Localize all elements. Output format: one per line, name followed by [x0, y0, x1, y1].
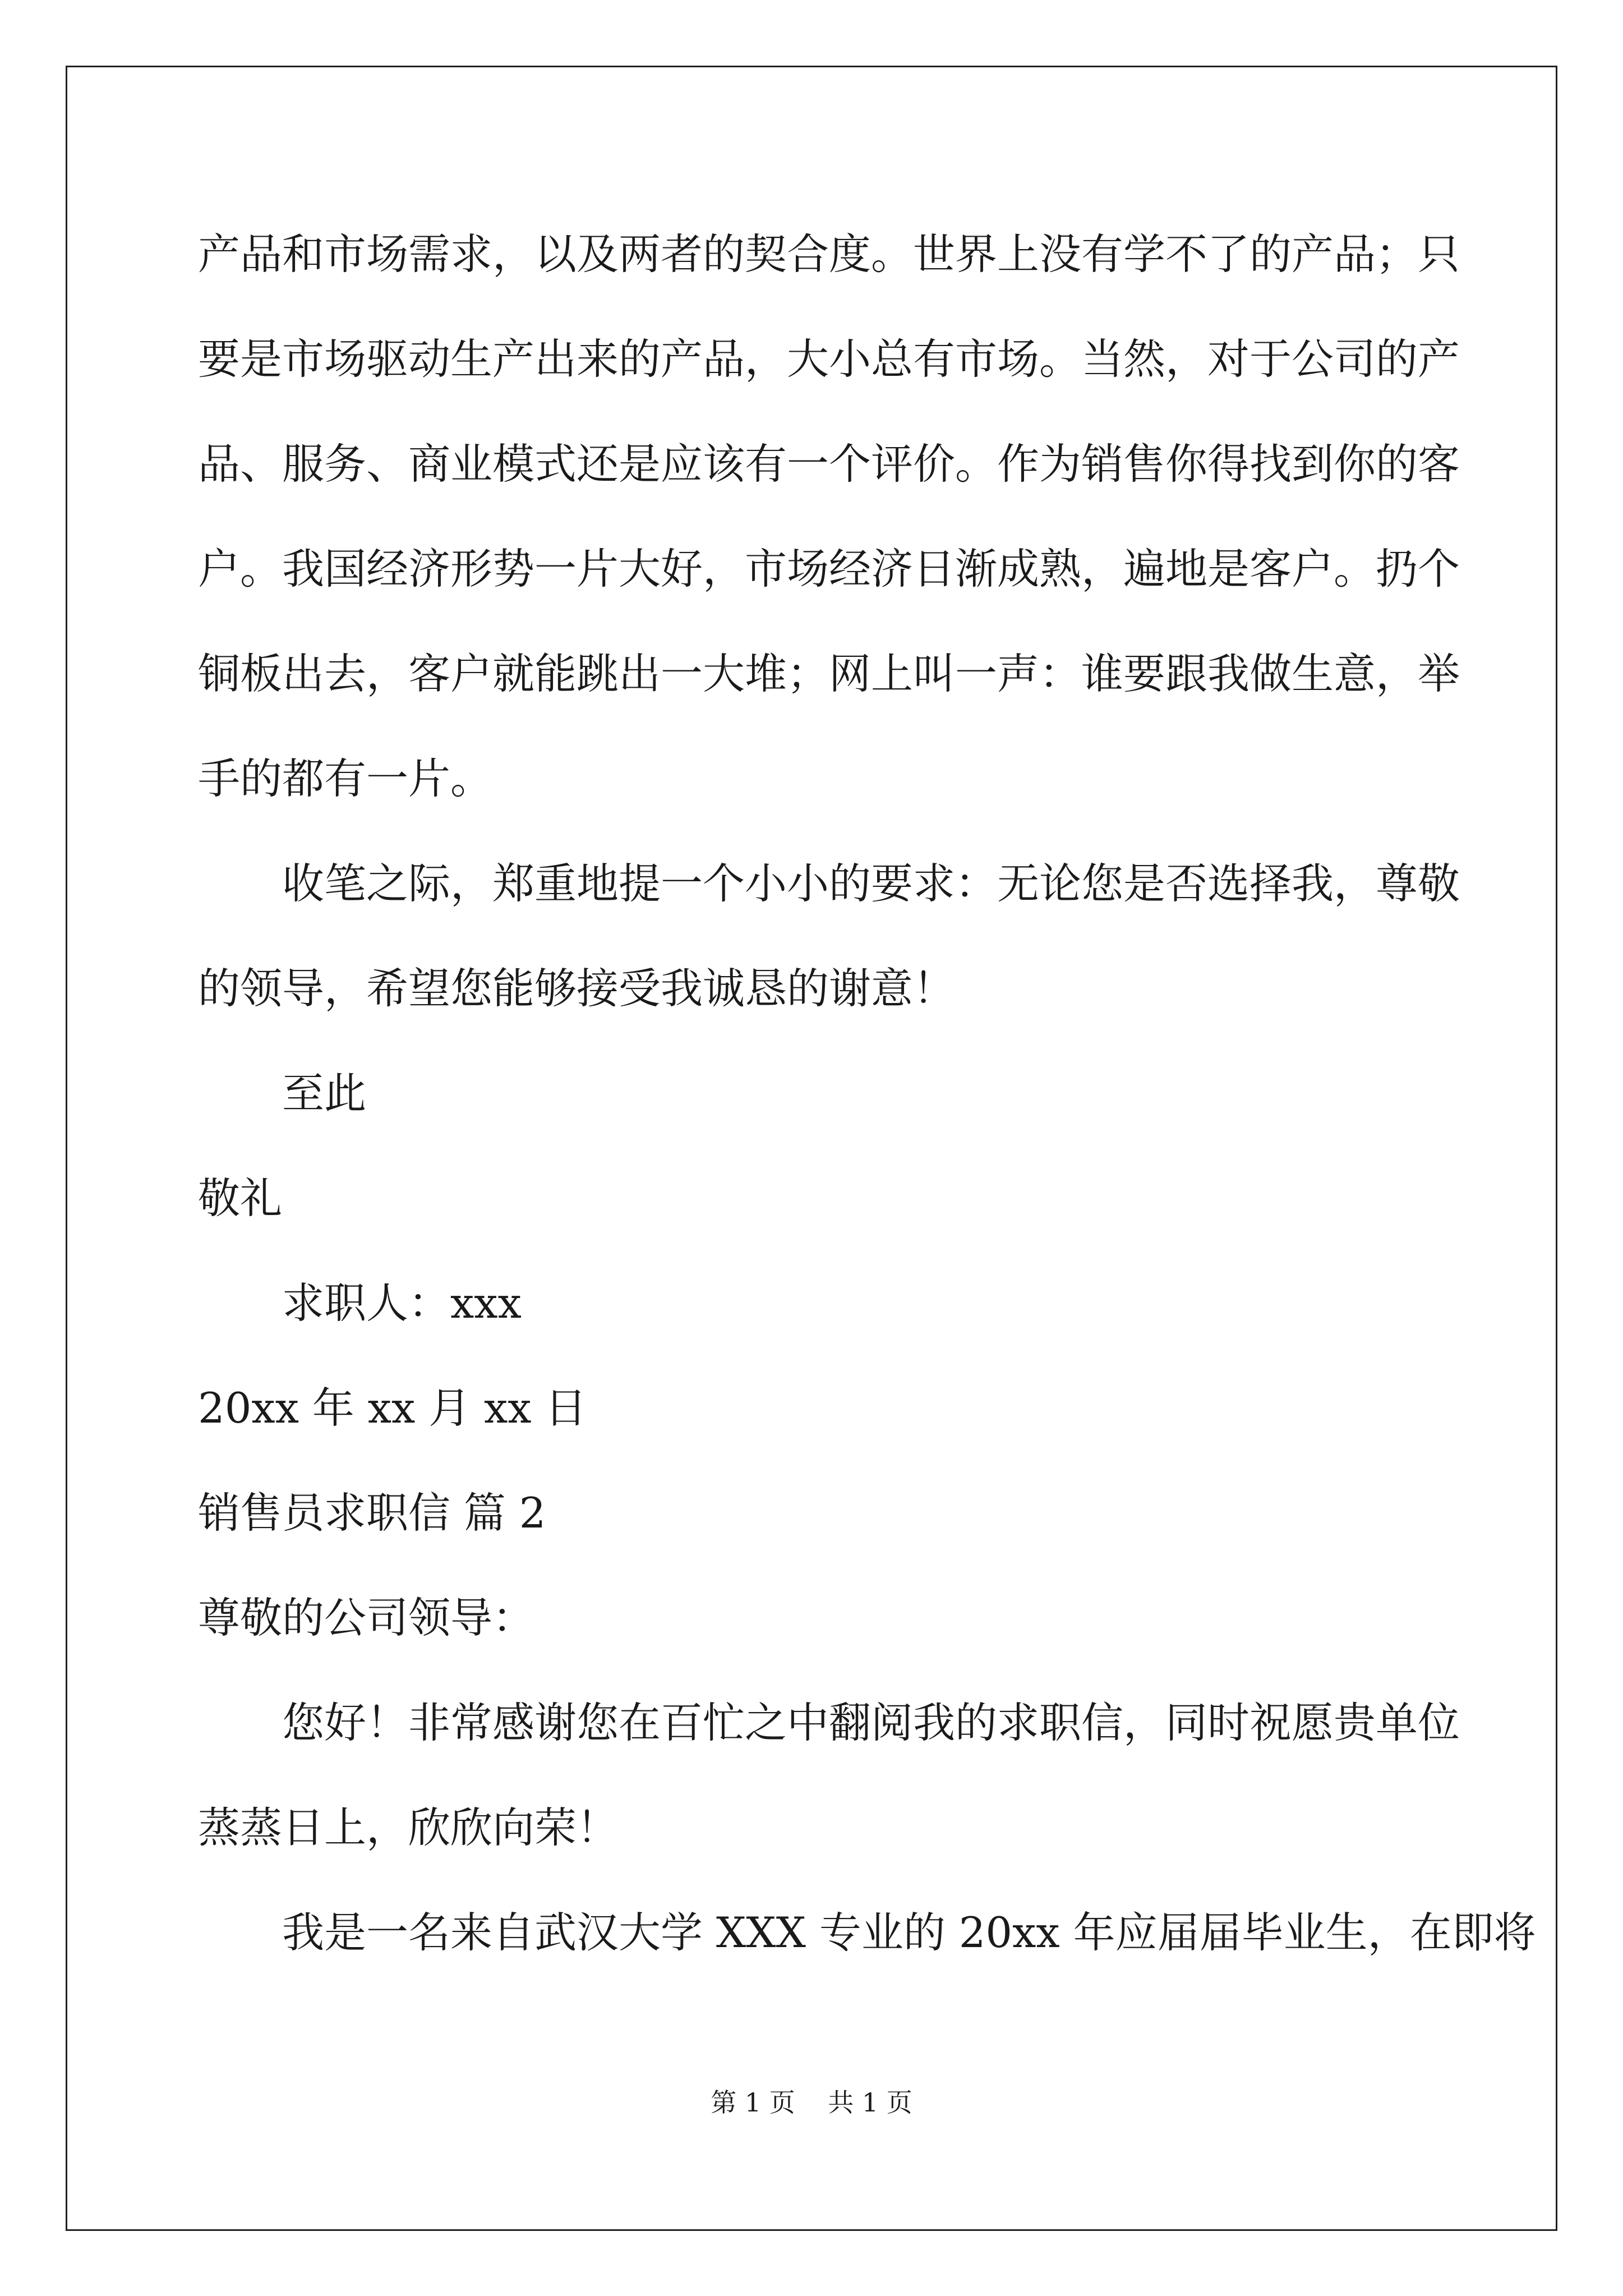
closing-jingli: 敬礼 — [198, 1174, 283, 1223]
letter-body — [198, 202, 1536, 1985]
letter-date: 20xx 年 xx 月 xx 日 — [198, 1383, 587, 1433]
paragraph-1-line-1: 产品和市场需求，以及两者的契合度。世界上没有学不了的产品；只 — [198, 229, 1460, 279]
paragraph-1-line-5: 铜板出去，客户就能跳出一大堆；网上叫一声：谁要跟我做生意，举 — [198, 649, 1460, 698]
paragraph-3-line-2: 蒸蒸日上，欣欣向荣！ — [198, 1803, 619, 1852]
paragraph-1-line-3: 品、服务、商业模式还是应该有一个评价。作为销售你得找到你的客 — [198, 439, 1460, 489]
section-title: 销售员求职信 篇 2 — [198, 1488, 546, 1538]
paragraph-2-line-1: 收笔之际，郑重地提一个小小的要求：无论您是否选择我，尊敬 — [282, 859, 1460, 908]
paragraph-2-line-2: 的领导，希望您能够接受我诚恳的谢意！ — [198, 964, 956, 1013]
paragraph-1-line-4: 户。我国经济形势一片大好，市场经济日渐成熟，遍地是客户。扔个 — [198, 544, 1460, 593]
closing-zhici: 至此 — [282, 1069, 367, 1118]
paragraph-1-line-2: 要是市场驱动生产出来的产品，大小总有市场。当然，对于公司的产 — [198, 334, 1460, 384]
salutation: 尊敬的公司领导： — [198, 1593, 535, 1642]
page-footer: 第 1 页 共 1 页 — [711, 2087, 912, 2118]
applicant-signature: 求职人：xxx — [282, 1278, 522, 1328]
paragraph-1-line-6: 手的都有一片。 — [198, 754, 493, 803]
paragraph-3-line-1: 您好！非常感谢您在百忙之中翻阅我的求职信，同时祝愿贵单位 — [282, 1698, 1460, 1747]
paragraph-4-line-1: 我是一名来自武汉大学 XXX 专业的 20xx 年应届届毕业生，在即将 — [282, 1908, 1536, 1957]
